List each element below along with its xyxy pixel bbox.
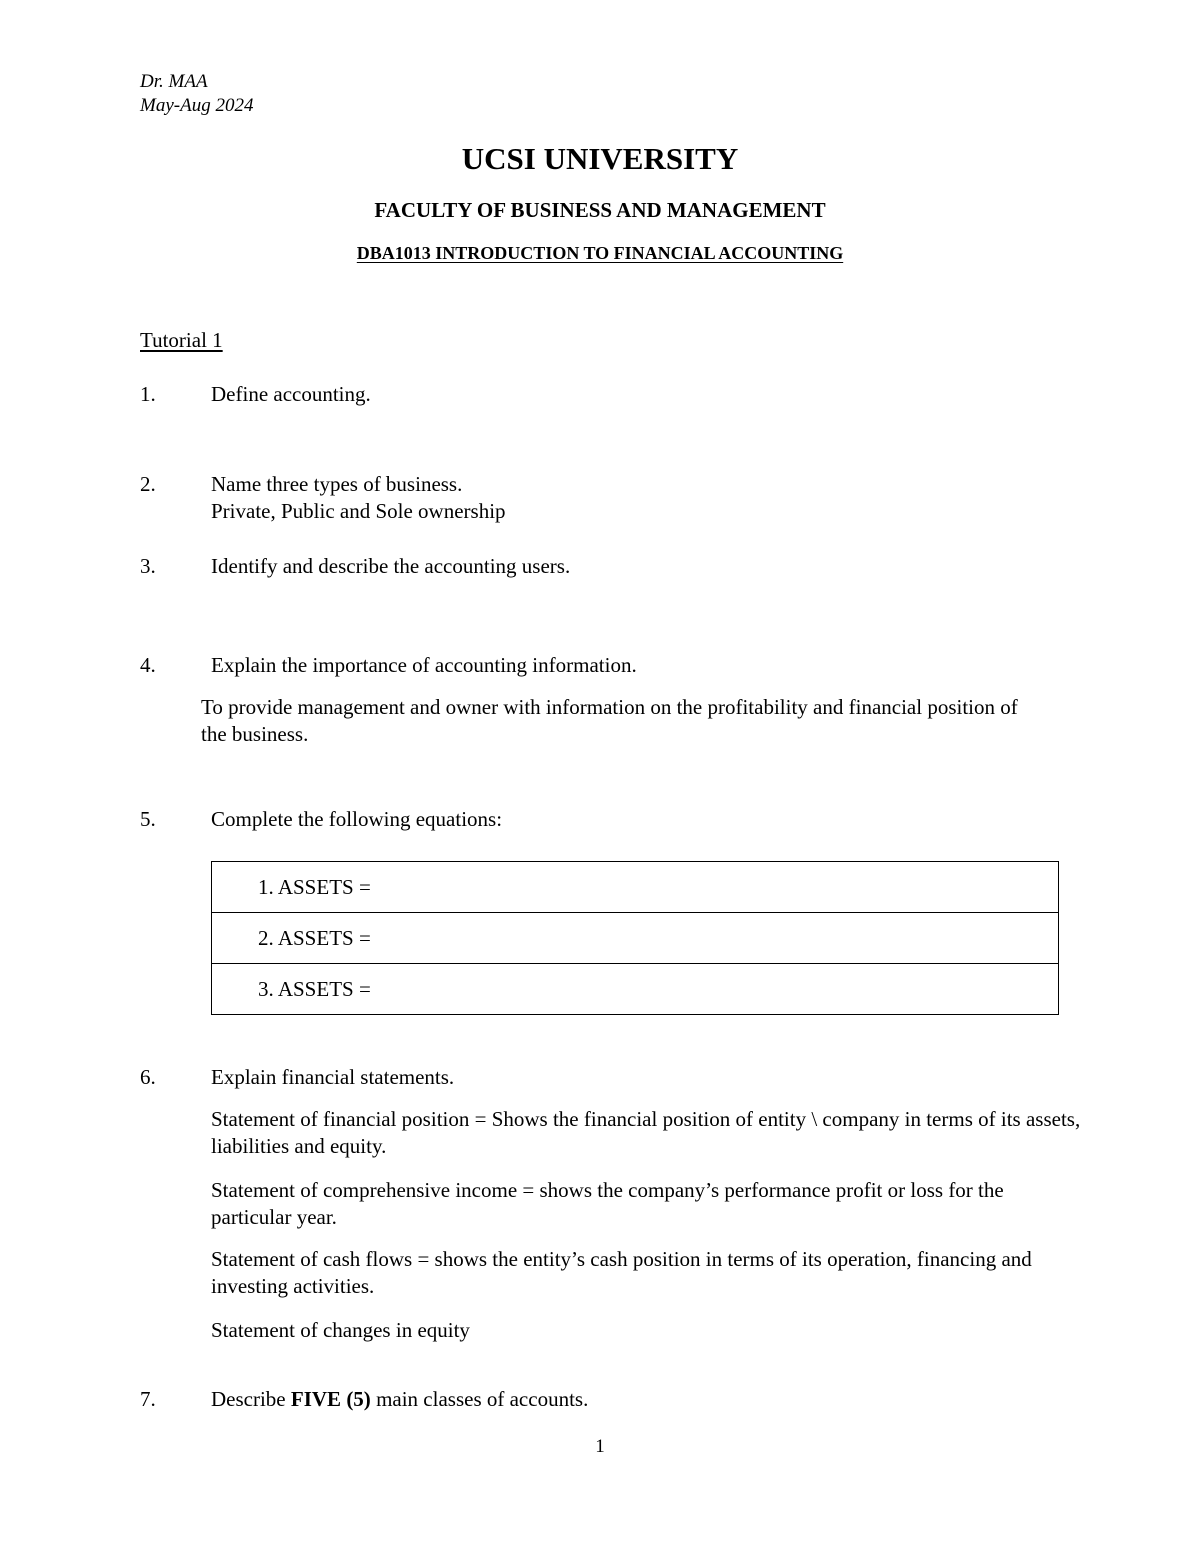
- answer-text: Statement of cash flows = shows the entity’s cash position in terms of its operation, financing and investing activities.: [211, 1247, 1032, 1298]
- page-number: 1: [595, 1436, 605, 1457]
- question-text: [211, 1386, 588, 1413]
- answer-text: Statement of changes in equity: [211, 1318, 470, 1342]
- question-number: 3.: [140, 554, 156, 578]
- question-text: Explain the importance of accounting information.: [211, 653, 637, 677]
- table-row: [212, 862, 1059, 913]
- equation-cell: 3. ASSETS =: [212, 964, 1059, 1015]
- question-text: Define accounting.: [211, 382, 371, 406]
- equation-cell: 2. ASSETS =: [212, 913, 1059, 964]
- question-text: Name three types of business.: [211, 472, 463, 496]
- question-number: 1.: [140, 382, 156, 406]
- question-text: Complete the following equations:: [211, 807, 503, 831]
- tutorial-title: Tutorial 1: [140, 328, 223, 352]
- question-text: Identify and describe the accounting users.: [211, 554, 571, 578]
- answer-text: Private, Public and Sole ownership: [211, 499, 506, 523]
- question-emphasis: FIVE (5): [290, 1387, 371, 1411]
- header-term: May-Aug 2024: [140, 95, 254, 116]
- answer-text: Statement of financial position = Shows the financial position of entity \ company in terms of its assets, liabilities and equity.: [211, 1107, 1081, 1158]
- question-number: 4.: [140, 653, 156, 677]
- equation-cell: 1. ASSETS =: [258, 874, 371, 899]
- question-number: 7.: [140, 1387, 156, 1411]
- answer-text: To provide management and owner with information on the profitability and financial position of the business.: [201, 695, 1018, 746]
- question-number: 6.: [140, 1065, 156, 1089]
- equations-table: [211, 861, 1059, 1015]
- table-row: [212, 964, 1059, 1015]
- course-title: DBA1013 INTRODUCTION TO FINANCIAL ACCOUNTING: [356, 243, 844, 263]
- question-text-part: Describe: [211, 1387, 291, 1411]
- question-text-part: main classes of accounts.: [370, 1387, 589, 1411]
- answer-text: Statement of comprehensive income = shows the company’s performance profit or loss for the particular year.: [211, 1178, 1004, 1229]
- question-text: Explain financial statements.: [211, 1065, 455, 1089]
- university-title: UCSI UNIVERSITY: [461, 141, 739, 176]
- question-number: 2.: [140, 472, 156, 496]
- table-row: [212, 913, 1059, 964]
- question-number: 5.: [140, 807, 156, 831]
- faculty-title: FACULTY OF BUSINESS AND MANAGEMENT: [374, 198, 826, 222]
- header-author: Dr. MAA: [140, 71, 208, 92]
